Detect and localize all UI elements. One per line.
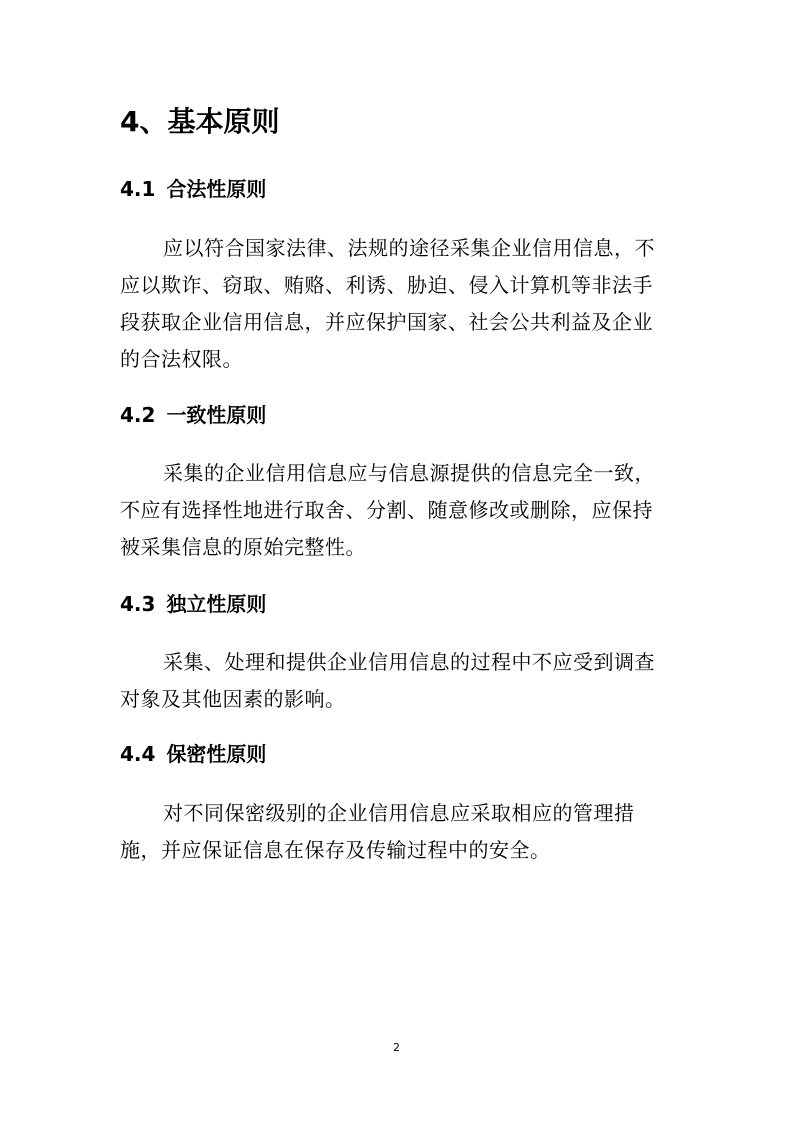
section-paragraph-4-4	[120, 795, 676, 869]
section-number: 4.2	[120, 403, 156, 427]
section-title: 一致性原则	[166, 403, 267, 427]
section-heading-4-2	[120, 401, 266, 429]
paragraph-line: 对象及其他因素的影响。	[120, 687, 346, 711]
paragraph-line: 应以符合国家法律、法规的途径采集企业信用信息，不	[163, 236, 655, 260]
paragraph-line: 采集的企业信用信息应与信息源提供的信息完全一致，	[163, 461, 655, 485]
section-title: 独立性原则	[166, 592, 267, 616]
page-number: 2	[393, 1041, 400, 1054]
paragraph-line: 对不同保密级别的企业信用信息应采取相应的管理措	[163, 801, 635, 825]
section-number: 4.1	[120, 177, 156, 201]
paragraph-line: 采集、处理和提供企业信用信息的过程中不应受到调查	[163, 650, 655, 674]
paragraph-line: 不应有选择性地进行取舍、分割、随意修改或删除，应保持	[120, 498, 653, 522]
paragraph-line: 段获取企业信用信息，并应保护国家、社会公共利益及企业	[120, 310, 653, 334]
section-heading-4-3	[120, 590, 266, 618]
section-heading-4-4	[120, 740, 266, 768]
paragraph-line: 应以欺诈、窃取、贿赂、利诱、胁迫、侵入计算机等非法手	[120, 273, 653, 297]
section-paragraph-4-1	[120, 230, 676, 378]
chapter-heading: 4、基本原则	[120, 105, 280, 138]
paragraph-line: 被采集信息的原始完整性。	[120, 535, 366, 559]
section-paragraph-4-2	[120, 455, 676, 566]
paragraph-line: 施，并应保证信息在保存及传输过程中的安全。	[120, 838, 551, 862]
section-paragraph-4-3	[120, 644, 676, 718]
section-number: 4.3	[120, 592, 156, 616]
paragraph-line: 的合法权限。	[120, 347, 243, 371]
section-heading-4-1	[120, 175, 266, 203]
section-title: 合法性原则	[166, 177, 267, 201]
section-title: 保密性原则	[166, 742, 267, 766]
section-number: 4.4	[120, 742, 156, 766]
